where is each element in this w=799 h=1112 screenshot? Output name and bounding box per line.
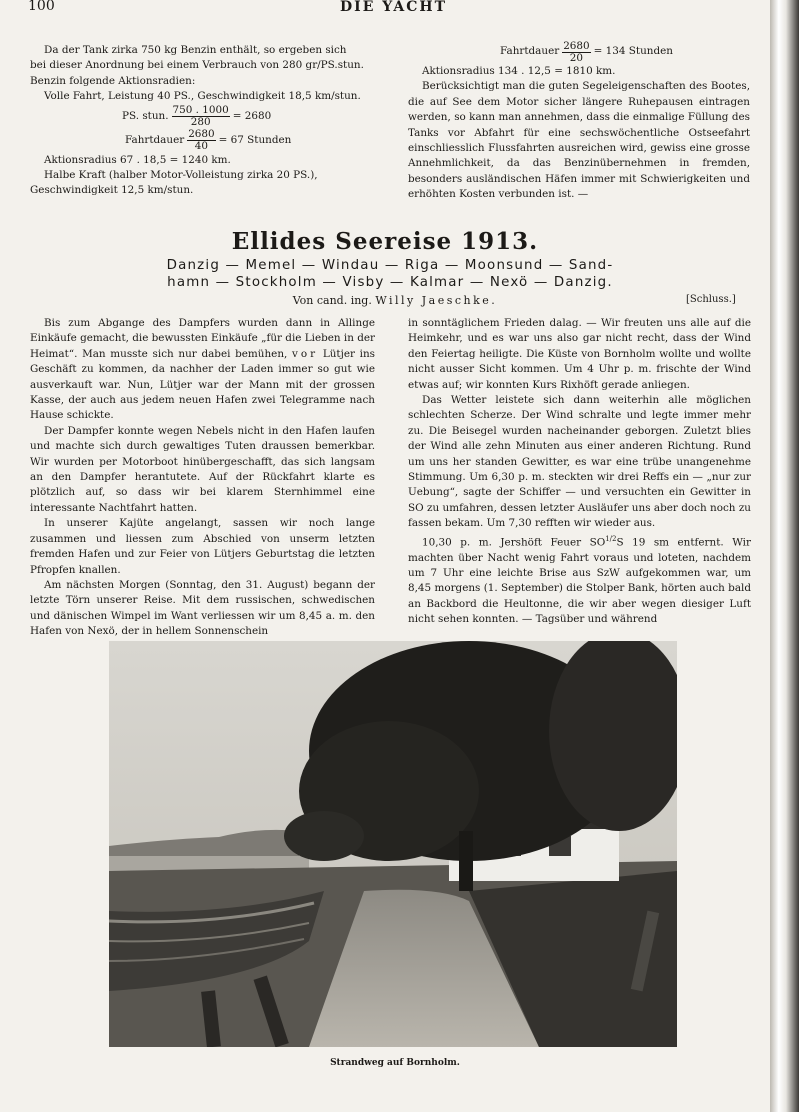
left-top-line: Benzin folgende Aktionsradien: xyxy=(30,74,196,87)
left-top-line: Geschwindigkeit 12,5 km/stun. xyxy=(30,184,194,197)
photo-strandweg xyxy=(109,641,677,1047)
byline-prefix: Von cand. ing. xyxy=(292,294,372,307)
conclusion-tag: [Schluss.] xyxy=(686,294,736,305)
right-top-block xyxy=(408,40,750,203)
left-top-line: Aktionsradius 67 . 18,5 = 1240 km. xyxy=(44,153,231,166)
book-edge xyxy=(770,0,799,1112)
paragraph: Bis zum Abgange des Dampfers wurden dann in Allinge Einkäufe gemacht, die bewussten Einkäufe „für die Lieben in der Heimat“. Man musste sich nur dabei bemühen, vor Lütjer ins Geschäft zu kommen, da nachher der Laden immer so gut wie ausverkauft war. Nun, Lütjer war der Mann mit der grossen Kasse, der auch aus jedem neuen Hafen zwei Telegramme nach Hause schickte. xyxy=(30,317,375,422)
article-title: Ellides Seereise 1913. xyxy=(231,228,539,255)
article-route-line-2: hamn — Stockholm — Visby — Kalmar — Nexö — Danzig. xyxy=(167,275,613,290)
right-top-paragraph: Berücksichtigt man die guten Segeleigenschaften des Bootes, die auf See dem Motor sicher längere Ruhepausen eintragen werden, so kann man annehmen, dass die einmalige Füllung des Tanks vor Abfahrt für eine sechswöchentliche Ostseefahrt einschliesslich Flussfahrten ausreichen wird, gewiss eine grosse Annehmlichkeit, da das Benzinübernehmen in fremden, besonders ausländischen Häfen immer mit Schwierigkeiten und erhöhten Kosten verbunden ist. — xyxy=(408,80,750,201)
left-top-line: Halbe Kraft (halber Motor-Volleistung zirka 20 PS.), xyxy=(44,169,318,182)
paragraph: Am nächsten Morgen (Sonntag, den 31. August) begann der letzte Törn unserer Reise. Mit dem russischen, schwedischen und dänischen Wimpel im Want verliessen wir um 8,45 a. m. den Hafen von Nexö, der in hellem Sonnenschein xyxy=(30,578,375,638)
formula-ps: PS. stun. $\frac{750 . 1000}{280}$ = 2680 xyxy=(122,104,272,129)
paragraph: In unserer Kajüte angelangt, sassen wir noch lange zusammen und liessen zum Abschied von unserm letzten fremden Hafen und zur Feier von Lütjers Geburtstag die letzten Pfropfen knallen. xyxy=(30,517,375,576)
paragraph: in sonntäglichem Frieden dalag. — Wir freuten uns alle auf die Heimkehr, und es war uns also gar nicht recht, dass der Wind den Feiertag heiligte. Die Küste von Bornholm wollte und wollte nicht ausser Sicht kommen. Um 4 Uhr p. m. frischte der Wind etwas auf; wir konnten Kurs Rixhöft gerade anliegen. xyxy=(408,317,751,391)
page-number: 100 xyxy=(28,0,55,14)
right-column xyxy=(408,316,751,628)
byline-author: Willy Jaeschke. xyxy=(375,294,498,307)
paragraph: Das Wetter leistete sich dann weiterhin alle möglichen schlechten Scherze. Der Wind schralte und legte immer mehr zu. Die Beisegel wurden nacheinander geborgen. Zuletzt blies der Wind alle zehn Minuten aus einer anderen Richtung. Rund um uns her standen Gewitter, es war eine trübe unangenehme Stimmung. Um 6,30 p. m. steckten wir drei Reffs ein — „nur zur Uebung“, sagte der Schiffer — und versuchten ein Gewitter in SO zu umfahren, dessen letzter Ausläufer uns aber doch noch zu fassen bekam. Um 7,30 refften wir wieder aus. xyxy=(408,394,751,530)
byline xyxy=(0,294,790,307)
running-title: DIE YACHT xyxy=(340,0,447,15)
left-top-line: Volle Fahrt, Leistung 40 PS., Geschwindigkeit 18,5 km/stun. xyxy=(44,90,361,103)
paragraph: 10,30 p. m. Jershöft Feuer $SO^{1/2}S$ 19 sm entfernt. Wir machten über Nacht wenig Fahrt voraus und loteten, nachdem um 7 Uhr eine leichte Brise aus SzW aufgekommen war, um 8,45 morgens (1. September) die Stolper Bank, hörten auch bald an Backbord die Heultonne, die wir aber wegen diesiger Luft nicht sehen konnten. — Tagsüber und während xyxy=(408,534,751,626)
article-route-line-1: Danzig — Memel — Windau — Riga — Moonsund — Sand- xyxy=(166,258,614,273)
left-top-line: Da der Tank zirka 750 kg Benzin enthält, so ergeben sich xyxy=(44,44,347,56)
left-top-block xyxy=(30,43,373,199)
paragraph: Der Dampfer konnte wegen Nebels nicht in den Hafen laufen und machte sich durch gewaltiges Tuten draussen bemerkbar. Wir wurden per Motorboot hinübergeschafft, das sich langsam an den Dampfer herantutete. Auf der Rückfahrt klarte es plötzlich auf, so dass wir bei klarem Sternhimmel eine interessante Nachtfahrt hatten. xyxy=(30,424,375,514)
left-top-line: bei dieser Anordnung bei einem Verbrauch von 280 gr/PS.stun. xyxy=(30,59,364,72)
formula-fahrtdauer-half: Fahrtdauer $\frac{2680}{20}$ = 134 Stunden xyxy=(500,39,673,64)
formula-fahrtdauer: Fahrtdauer $\frac{2680}{40}$ = 67 Stunden xyxy=(125,128,292,153)
photo-illustration xyxy=(109,641,677,1047)
left-column xyxy=(30,316,375,640)
photo-caption: Strandweg auf Bornholm. xyxy=(330,1058,460,1068)
right-top-line: Aktionsradius 134 . 12,5 = 1810 km. xyxy=(422,65,616,77)
